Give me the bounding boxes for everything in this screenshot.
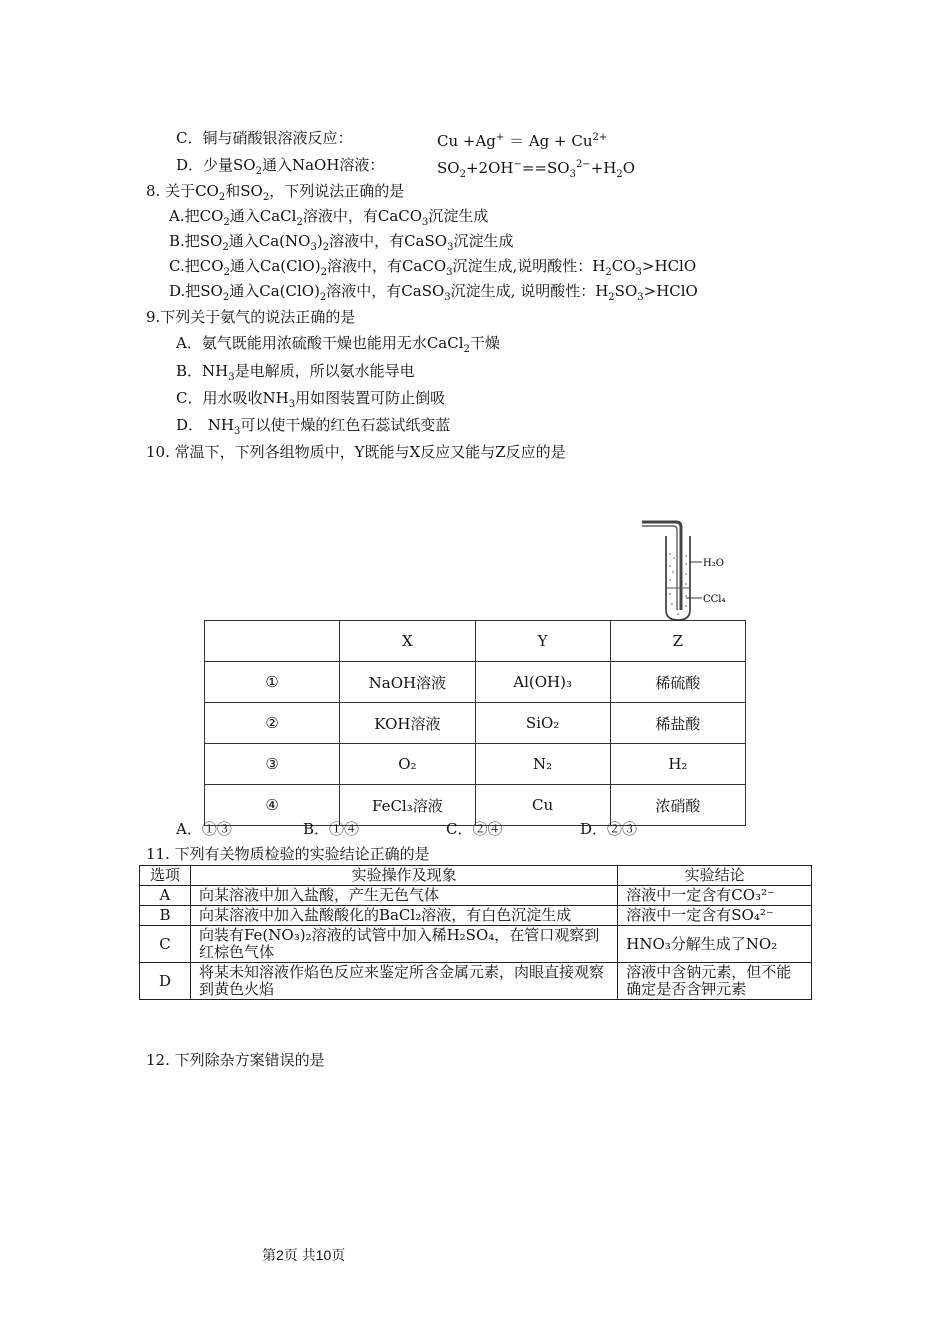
q10-cell: 稀硫酸	[610, 662, 745, 703]
eq-part: ==SO	[521, 159, 570, 177]
sub: 3	[447, 242, 454, 253]
q7-option-d	[176, 155, 384, 182]
text: 溶液中，有CaCO	[326, 257, 447, 275]
q10-cell: NaOH溶液	[340, 662, 475, 703]
q10-cell: ③	[205, 744, 340, 785]
q10-cell: Al(OH)₃	[475, 662, 610, 703]
text: 用如图装置可防止倒吸	[295, 389, 446, 407]
sub: 2	[222, 292, 230, 303]
text: 是电解质，所以氨水能导电	[234, 362, 415, 380]
ccl4-label: CCl₄	[703, 594, 726, 605]
q10-cell: 浓硝酸	[610, 785, 745, 826]
text: 沉淀生成	[453, 232, 514, 250]
q11-table-body	[140, 866, 812, 1000]
text: 通入Ca(ClO)	[229, 257, 321, 275]
text: 通入Ca(NO	[228, 232, 311, 250]
eq-sup: 2−	[575, 159, 591, 170]
q10-cell: ①	[205, 662, 340, 703]
text: A.把CO	[169, 207, 224, 225]
sub: 2	[296, 217, 303, 228]
text: 溶液中，有CaSO	[326, 282, 445, 300]
sub: 2	[320, 267, 327, 278]
q9-option-d	[176, 415, 450, 442]
text: B.把SO	[169, 232, 223, 250]
q10-cell: H₂	[610, 744, 745, 785]
text: 通入Ca(ClO)	[229, 282, 320, 300]
sub: 3	[446, 267, 453, 278]
q10-cell: ②	[205, 703, 340, 744]
text: CO	[611, 257, 636, 275]
sub: 3	[310, 242, 317, 253]
q9-option-b	[176, 361, 415, 388]
text: A．氨气既能用浓硫酸干燥也能用无水CaCl	[176, 334, 464, 352]
sub: 2	[319, 292, 327, 303]
q10-cell: O₂	[340, 744, 475, 785]
text: C．用水吸收NH	[176, 389, 289, 407]
q10-cell: N₂	[475, 744, 610, 785]
text: D． NH	[176, 416, 235, 434]
q7-d-label-rest: 通入NaOH溶液：	[261, 156, 385, 174]
ccl4-layer	[669, 593, 687, 615]
q10-row	[205, 703, 746, 744]
q10-cell: FeCl₃溶液	[340, 785, 475, 826]
q11-cell: 向某溶液中加入盐酸酸化的BaCl₂溶液，有白色沉淀生成	[190, 906, 617, 926]
q11-cell: C	[140, 926, 191, 963]
q11-row	[140, 926, 812, 963]
q11-cell: 向某溶液中加入盐酸，产生无色气体	[190, 886, 617, 906]
text: 沉淀生成,说明酸性：H	[452, 257, 606, 275]
sub: 3	[422, 217, 429, 228]
q11-cell: 将某未知溶液作焰色反应来鉴定所含金属元素，肉眼直接观察到黄色火焰	[190, 963, 617, 1000]
eq-sub: 2	[459, 169, 466, 180]
sub: 2	[605, 267, 612, 278]
test-tube-figure	[636, 514, 746, 624]
text: 可以使干燥的红色石蕊试纸变蓝	[240, 416, 451, 434]
sub: 3	[635, 267, 642, 278]
q11-cell: 溶液中一定含有CO₃²⁻	[618, 886, 812, 906]
q7-d-label: D．少量SO	[176, 156, 256, 174]
eq-sub: 3	[569, 169, 576, 180]
sub: 3	[234, 426, 241, 437]
q11-row	[140, 906, 812, 926]
q10-header-cell	[205, 621, 340, 662]
sub: 3	[637, 292, 644, 303]
q8-option-b	[169, 231, 513, 258]
q9-option-c	[176, 388, 445, 415]
sub: 3	[288, 399, 296, 410]
sub: 2	[218, 192, 226, 203]
q11-cell: HNO₃分解生成了NO₂	[618, 926, 812, 963]
q10-header-cell: Y	[475, 621, 610, 662]
text: 沉淀生成, 说明酸性：H	[450, 282, 609, 300]
text: B．NH	[176, 362, 229, 380]
eq-part: +2OH	[465, 159, 514, 177]
q11-cell: B	[140, 906, 191, 926]
q11-cell: 溶液中一定含有SO₄²⁻	[618, 906, 812, 926]
q10-table-body	[205, 621, 746, 826]
inlet-tube-inner	[642, 526, 677, 610]
q11-header-cell: 选项	[140, 866, 191, 886]
water-layer	[669, 553, 687, 585]
q10-cell: ④	[205, 785, 340, 826]
test-tube	[666, 536, 690, 620]
text: 干燥	[469, 334, 500, 352]
q11-cell: D	[140, 963, 191, 1000]
q10-cell: KOH溶液	[340, 703, 475, 744]
q10-cell: 稀盐酸	[610, 703, 745, 744]
q12-stem: 12. 下列除杂方案错误的是	[146, 1051, 325, 1069]
q8-option-d	[169, 281, 698, 308]
text: ，下列说法正确的是	[269, 182, 405, 200]
eq-sub: 2	[616, 169, 623, 180]
sub: 2	[322, 242, 330, 253]
eq-sup: +	[495, 132, 505, 143]
text: >HClO	[643, 282, 698, 300]
text: C.把CO	[169, 257, 224, 275]
sub: 3	[444, 292, 451, 303]
sub: 2	[608, 292, 615, 303]
q10-table	[204, 620, 746, 826]
q11-row	[140, 886, 812, 906]
eq-part: Cu +Ag	[437, 132, 496, 150]
q10-option-b: B．①④	[303, 820, 360, 838]
q10-header-cell: Z	[610, 621, 745, 662]
sub: 3	[228, 372, 235, 383]
text: 沉淀生成	[428, 207, 489, 225]
q7-option-c-equation	[437, 128, 607, 151]
h2o-label: H₂O	[703, 558, 724, 569]
q11-cell: A	[140, 886, 191, 906]
text: 通入CaCl	[229, 207, 297, 225]
q10-row	[205, 662, 746, 703]
q8-option-c	[169, 256, 696, 283]
q10-stem: 10. 常温下，下列各组物质中，Y既能与X反应又能与Z反应的是	[146, 443, 566, 461]
q10-option-c: C．②④	[446, 820, 503, 838]
sub: 2	[262, 192, 270, 203]
q8-option-a	[169, 206, 488, 233]
q11-cell: 溶液中含钠元素，但不能确定是否含钾元素	[618, 963, 812, 1000]
q11-header-row	[140, 866, 812, 886]
text: >HClO	[641, 257, 697, 275]
text: 溶液中，有CaCO	[302, 207, 423, 225]
eq-sup: 2+	[592, 132, 608, 143]
q10-option-d: D．②③	[580, 820, 638, 838]
text: )	[316, 232, 323, 250]
q10-header-cell: X	[340, 621, 475, 662]
sub: 2	[223, 267, 230, 278]
eq-part: ＝ Ag + Cu	[504, 132, 593, 150]
text: 和SO	[225, 182, 263, 200]
sub: 2	[463, 344, 470, 355]
q10-header-row	[205, 621, 746, 662]
q10-cell: SiO₂	[475, 703, 610, 744]
q11-header-cell: 实验操作及现象	[190, 866, 617, 886]
q11-header-cell: 实验结论	[618, 866, 812, 886]
sub: 2	[222, 242, 229, 253]
q9-option-a	[176, 333, 500, 360]
q7-c-label: C．铜与硝酸银溶液反应：	[176, 129, 353, 147]
q8-stem	[146, 181, 404, 208]
inlet-tube	[642, 522, 681, 610]
text: 8. 关于CO	[146, 182, 219, 200]
q10-cell: Cu	[475, 785, 610, 826]
q11-table	[139, 865, 812, 1000]
text: 溶液中，有CaSO	[329, 232, 448, 250]
q7-option-d-equation	[437, 155, 635, 185]
q11-row	[140, 963, 812, 1000]
eq-sup: −	[513, 159, 522, 170]
q9-stem: 9.下列关于氨气的说法正确的是	[146, 308, 356, 326]
page-footer: 第2页 共10页	[262, 1247, 346, 1263]
q10-option-a: A．①③	[176, 820, 232, 838]
eq-part: O	[622, 159, 636, 177]
text: SO	[614, 282, 638, 300]
eq-part: SO	[437, 159, 460, 177]
q7-d-sub: 2	[255, 166, 262, 177]
eq-part: +H	[590, 159, 617, 177]
q11-stem: 11. 下列有关物质检验的实验结论正确的是	[146, 845, 430, 863]
q11-cell: 向装有Fe(NO₃)₂溶液的试管中加入稀H₂SO₄，在管口观察到红棕色气体	[190, 926, 617, 963]
sub: 2	[223, 217, 230, 228]
q10-row	[205, 744, 746, 785]
text: D.把SO	[169, 282, 223, 300]
q7-option-c	[176, 128, 352, 148]
